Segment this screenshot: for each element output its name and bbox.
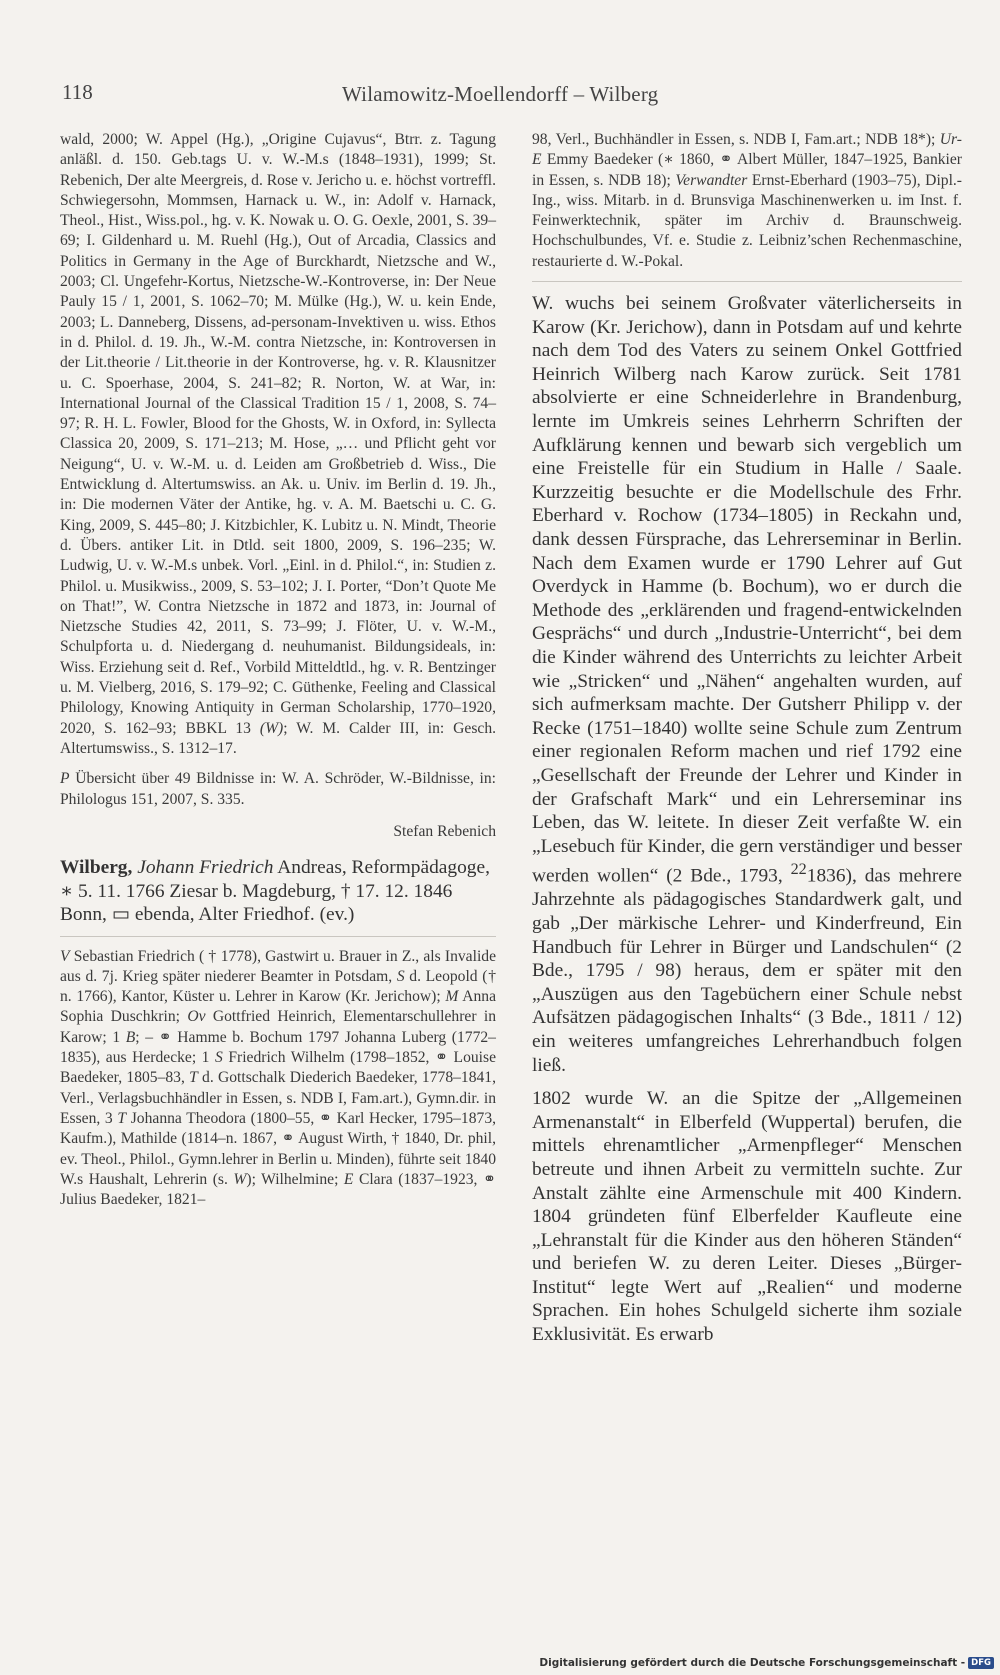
genealogy-text: d. Leopold († n. 1766), Kantor, Küster u. Lehrer in Karow (Kr. Jerichow);: [60, 967, 496, 1006]
biography-paragraph-2: 1802 wurde W. an die Spitze der „Allgemeinen Armenanstalt“ in Elberfeld (Wuppertal) berufen, die mittels ehrenamtlicher „Armenpfleger“ Menschen betreute und ihnen Arbeit zu vermitteln suchte. Zur Anstalt zählte eine Armenschule mit 400 Kindern. 1804 gründeten fünf Elberfelder Kaufleute eine „Lehranstalt für die Kinder aus den höheren Ständen“ und beriefen W. zu deren Leiter. Dieses „Bürger-Institut“ legte Wert auf „Realien“ und moderne Sprachen. Ein hohes Schulgeld sicherte ihm soziale Exklusivität. Es erwarb: [532, 1088, 962, 1346]
genealogy-abbreviation: Ur-E: [532, 131, 962, 169]
right-column: [532, 130, 962, 1347]
bibliography-italic: (W): [259, 719, 284, 737]
portraits-note: [60, 769, 496, 810]
entry-header-rest: Andreas, Reformpädagoge, ∗ 5. 11. 1766 Ziesar b. Magdeburg, † 17. 12. 1846 Bonn, ▭ ebenda, Alter Friedhof. (ev.): [60, 857, 490, 926]
running-head: Wilamowitz-Moellendorff – Wilberg: [342, 82, 659, 106]
genealogy-abbreviation: S: [215, 1049, 223, 1067]
page-number: 118: [62, 80, 93, 104]
entry-name: Wilberg,: [60, 857, 133, 879]
genealogy-text: Emmy Baedeker (∗ 1860, ⚭ Albert Müller, 1847–1925, Bankier in Essen, s. NDB 18);: [532, 151, 962, 189]
portraits-text: Übersicht über 49 Bildnisse in: W. A. Schröder, W.-Bildnisse, in: Philologus 151, 2007, S. 335.: [60, 770, 497, 808]
author-signature: Stefan Rebenich: [393, 822, 496, 840]
genealogy-abbreviation: W: [233, 1170, 247, 1188]
bibliography: [60, 130, 496, 759]
footer-text: Digitalisierung gefördert durch die Deutsche Forschungsgemeinschaft -: [539, 1657, 966, 1669]
entry-header: [60, 856, 496, 927]
genealogy-abbreviation: M: [445, 988, 459, 1006]
digitization-footer: [539, 1657, 994, 1669]
genealogy-text: Friedrich Wilhelm (1798–1852, ⚭ Louise Baedeker, 1805–83,: [60, 1049, 496, 1087]
genealogy-abbreviation: S: [396, 967, 405, 985]
genealogy-abbreviation: E: [343, 1170, 354, 1188]
genealogy-text: Ernst-Eberhard (1903–75), Dipl.-Ing., wiss. Mitarb. in d. Brunsviga Maschinenwerken u. im Inst. f. Feinwerktechnik, später im Archiv d. Braunschweig. Hochschulbundes, Vf. e. Studie z. Leibniz’schen Rechenmaschine, restaurierte d. W.-Pokal.: [532, 171, 963, 270]
genealogy-abbreviation: V: [60, 947, 70, 965]
entry-forenames: Johann Friedrich: [137, 857, 274, 879]
genealogy-abbreviation: Ov: [187, 1008, 206, 1026]
genealogy-text: ; – ⚭ Hamme b. Bochum 1797 Johanna Luberg (1772–1835), aus Herdecke; 1: [60, 1028, 496, 1067]
genealogy-text: d. Gottschalk Diederich Baedeker, 1778–1841, Verl., Verlagsbuchhändler in Essen, s. NDB I, Fam.art.), Gymn.dir. in Essen, 3: [60, 1069, 496, 1127]
biography-paragraph-1: [532, 292, 962, 1077]
genealogy-text: Clara (1837–1923, ⚭ Julius Baedeker, 1821–: [60, 1170, 497, 1209]
genealogy-abbreviation: T: [117, 1109, 127, 1127]
genealogy-text: Johanna Theodora (1800–55, ⚭ Karl Hecker, 1795–1873, Kaufm.), Mathilde (1814–n. 1867, ⚭ August Wirth, † 1840, Dr. phil, ev. Theol., Philol., Gymn.lehrer in Berlin u. Minden), führte seit 1840 W.s Haushalt, Lehrerin (s.: [60, 1109, 497, 1188]
divider: [532, 281, 962, 282]
genealogy-abbreviation: T: [189, 1069, 198, 1087]
bibliography-text: wald, 2000; W. Appel (Hg.), „Origine Cujavus“, Btrr. z. Tagung anläßl. d. 150. Geb.tags U. v. W.-M.s (1848–1931), 1999; St. Rebenich, Der alte Meergreis, d. Rose v. Jericho u. e. höchst vortreffl. Schwiegersohn, Mommsen, Harnack u. W., in: Adolf v. Harnack, Theol., Hist., Wiss.pol., hg. v. K. Nowak u. O. G. Oexle, 2001, S. 39–69; I. Gildenhard u. M. Ruehl (Hg.), Out of Arcadia, Classics and Politics in Germany in the Age of Burckhardt, Nietzsche and W., 2003; Cl. Ungefehr-Kortus, Nietzsche-W.-Kontroverse, in: Der Neue Pauly 15 / 1, 2001, S. 1062–70; M. Mülke (Hg.), W. u. kein Ende, 2003; L. Danneberg, Dissens, ad-personam-Invektiven u. wiss. Ethos in d. Philol. d. 19. Jh., W.-M. contra Nietzsche, in: Kontroversen in der Lit.theorie / Lit.theorie in der Kontroverse, hg. v. R. Klausnitzer u. C. Spoerhase, 2004, S. 241–82; R. Norton, W. at War, in: International Journal of the Classical Tradition 15 / 1, 2008, S. 74–97; R. H. L. Fowler, Blood for the Ghosts, W. in Oxford, in: Syllecta Classica 20, 2009, S. 171–213; M. Hose, „… und Pflicht geht vor Neigung“, U. v. W.-M. u. d. Leiden am Großbetrieb d. Wiss., Die Entwicklung d. Altertumswiss. an Ak. u. Univ. im Berlin d. 19. Jh., in: Die modernen Väter der Antike, hg. v. A. M. Baetschi u. C. G. King, 2009, S. 445–80; J. Kitzbichler, K. Lubitz u. N. Mindt, Theorie d. Übers. antiker Lit. in Dtld. seit 1800, 2009, S. 196–235; W. Ludwig, U. v. W.-M.s unbek. Vorl. „Einl. in d. Philol.“, in: Studien z. Philol. u. Musikwiss., 2009, S. 53–102; J. I. Porter, “Don’t Quote Me on That!”, W. Contra Nietzsche in 1872 and 1873, in: Journal of Nietzsche Studies 42, 2011, S. 73–99; J. Flöter, U. v. W.-M., Schulpforta u. d. Niedergang d. neuhumanist. Bildungsideals, in: Wiss. Erziehung seit d. Ref., Vorbild Mitteldtld., hg. v. R. Bentzinger u. M. Vielberg, 2016, S. 179–92; C. Güthenke, Feeling and Classical Philology, Knowing Antiquity in German Scholarship, 1770–1920, 2020, S. 162–93; BBKL 13: [60, 131, 496, 737]
edition-superscript: 22: [790, 861, 807, 879]
left-column: [60, 130, 496, 1210]
genealogy-text: Sebastian Friedrich ( † 1778), Gastwirt u. Brauer in Z., als Invalide aus d. 7j. Krieg später niederer Beamter in Potsdam,: [60, 947, 496, 985]
paragraph-1-tail: 1836), das mehrere Jahrzehnte als pädagogisches Standardwerk galt, und gab „Der märkische Lehrer- und Kinderfreund, Ein Handbuch für Lehrer in Bürger und Landschulen“ (2 Bde., 1795 / 98) heraus, dem er später mit den „Auszügen aus den Tagebüchern einer Schule nebst Aufsätzen pädagogischen Inhalts“ (3 Bde., 1811 / 12) ein weiteres umfangreiches Lehrerhandbuch folgen ließ.: [532, 865, 962, 1076]
genealogy-text: ); Wilhelmine;: [246, 1170, 344, 1188]
genealogy-text: Anna Sophia Duschkrin;: [60, 988, 496, 1026]
genealogy-text: 98, Verl., Buchhändler in Essen, s. NDB I, Fam.art.; NDB 18*);: [532, 131, 940, 148]
genealogy-text: Gottfried Heinrich, Elementarschullehrer in Karow; 1: [60, 1008, 496, 1046]
divider: [60, 936, 496, 937]
dfg-logo: DFG: [968, 1657, 994, 1669]
bibliography-tail: ; W. M. Calder III, in: Gesch. Altertumswiss., S. 1312–17.: [60, 719, 497, 757]
paragraph-1-text: W. wuchs bei seinem Großvater väterlicherseits in Karow (Kr. Jerichow), dann in Potsdam auf und kehrte nach dem Tod des Vaters zu seinem Onkel Gottfried Heinrich Wilberg nach Karow zurück. Seit 1781 absolvierte er eine Schneiderlehre in Brandenburg, lernte im Umkreis seines Lehrherrn Schriften der Aufklärung kennen und bewarb sich vergeblich um eine Freistelle für ein Studium in Halle / Saale. Kurzzeitig besuchte er die Modellschule des Frhr. Eberhard v. Rochow (1734–1805) in Reckahn und, dank dessen Fürsprache, das Lehrerseminar in Berlin. Nach dem Examen wurde er 1790 Lehrer auf Gut Overdyck in Hamme (b. Bochum), wo er durch die Methode des „erklärenden und fragend-entwickelnden Gesprächs“ und durch „Industrie-Unterricht“, bei dem die Kinder während des Unterrichts zu leichter Arbeit wie „Stricken“ und „Nähen“ angehalten wurden, auf sich aufmerksam machte. Der Gutsherr Philipp v. der Recke (1751–1840) wollte seine Schule zum Zentrum einer regionalen Reform machen und rief 1792 eine „Gesellschaft der Freunde der Lehrer und Kinder in der Grafschaft Mark“ und ein Lehrerseminar ins Leben, das W. leitete. In dieser Zeit verfaßte W. ein „Lesebuch für Kinder, die gern verständiger und besser werden wollen“ (2 Bde., 1793,: [532, 293, 962, 887]
genealogy: [60, 947, 496, 1211]
genealogy-abbreviation: Verwandter: [675, 171, 748, 189]
genealogy-continued: [532, 130, 962, 272]
genealogy-abbreviation: B: [125, 1028, 136, 1046]
portraits-label: P: [60, 770, 70, 788]
